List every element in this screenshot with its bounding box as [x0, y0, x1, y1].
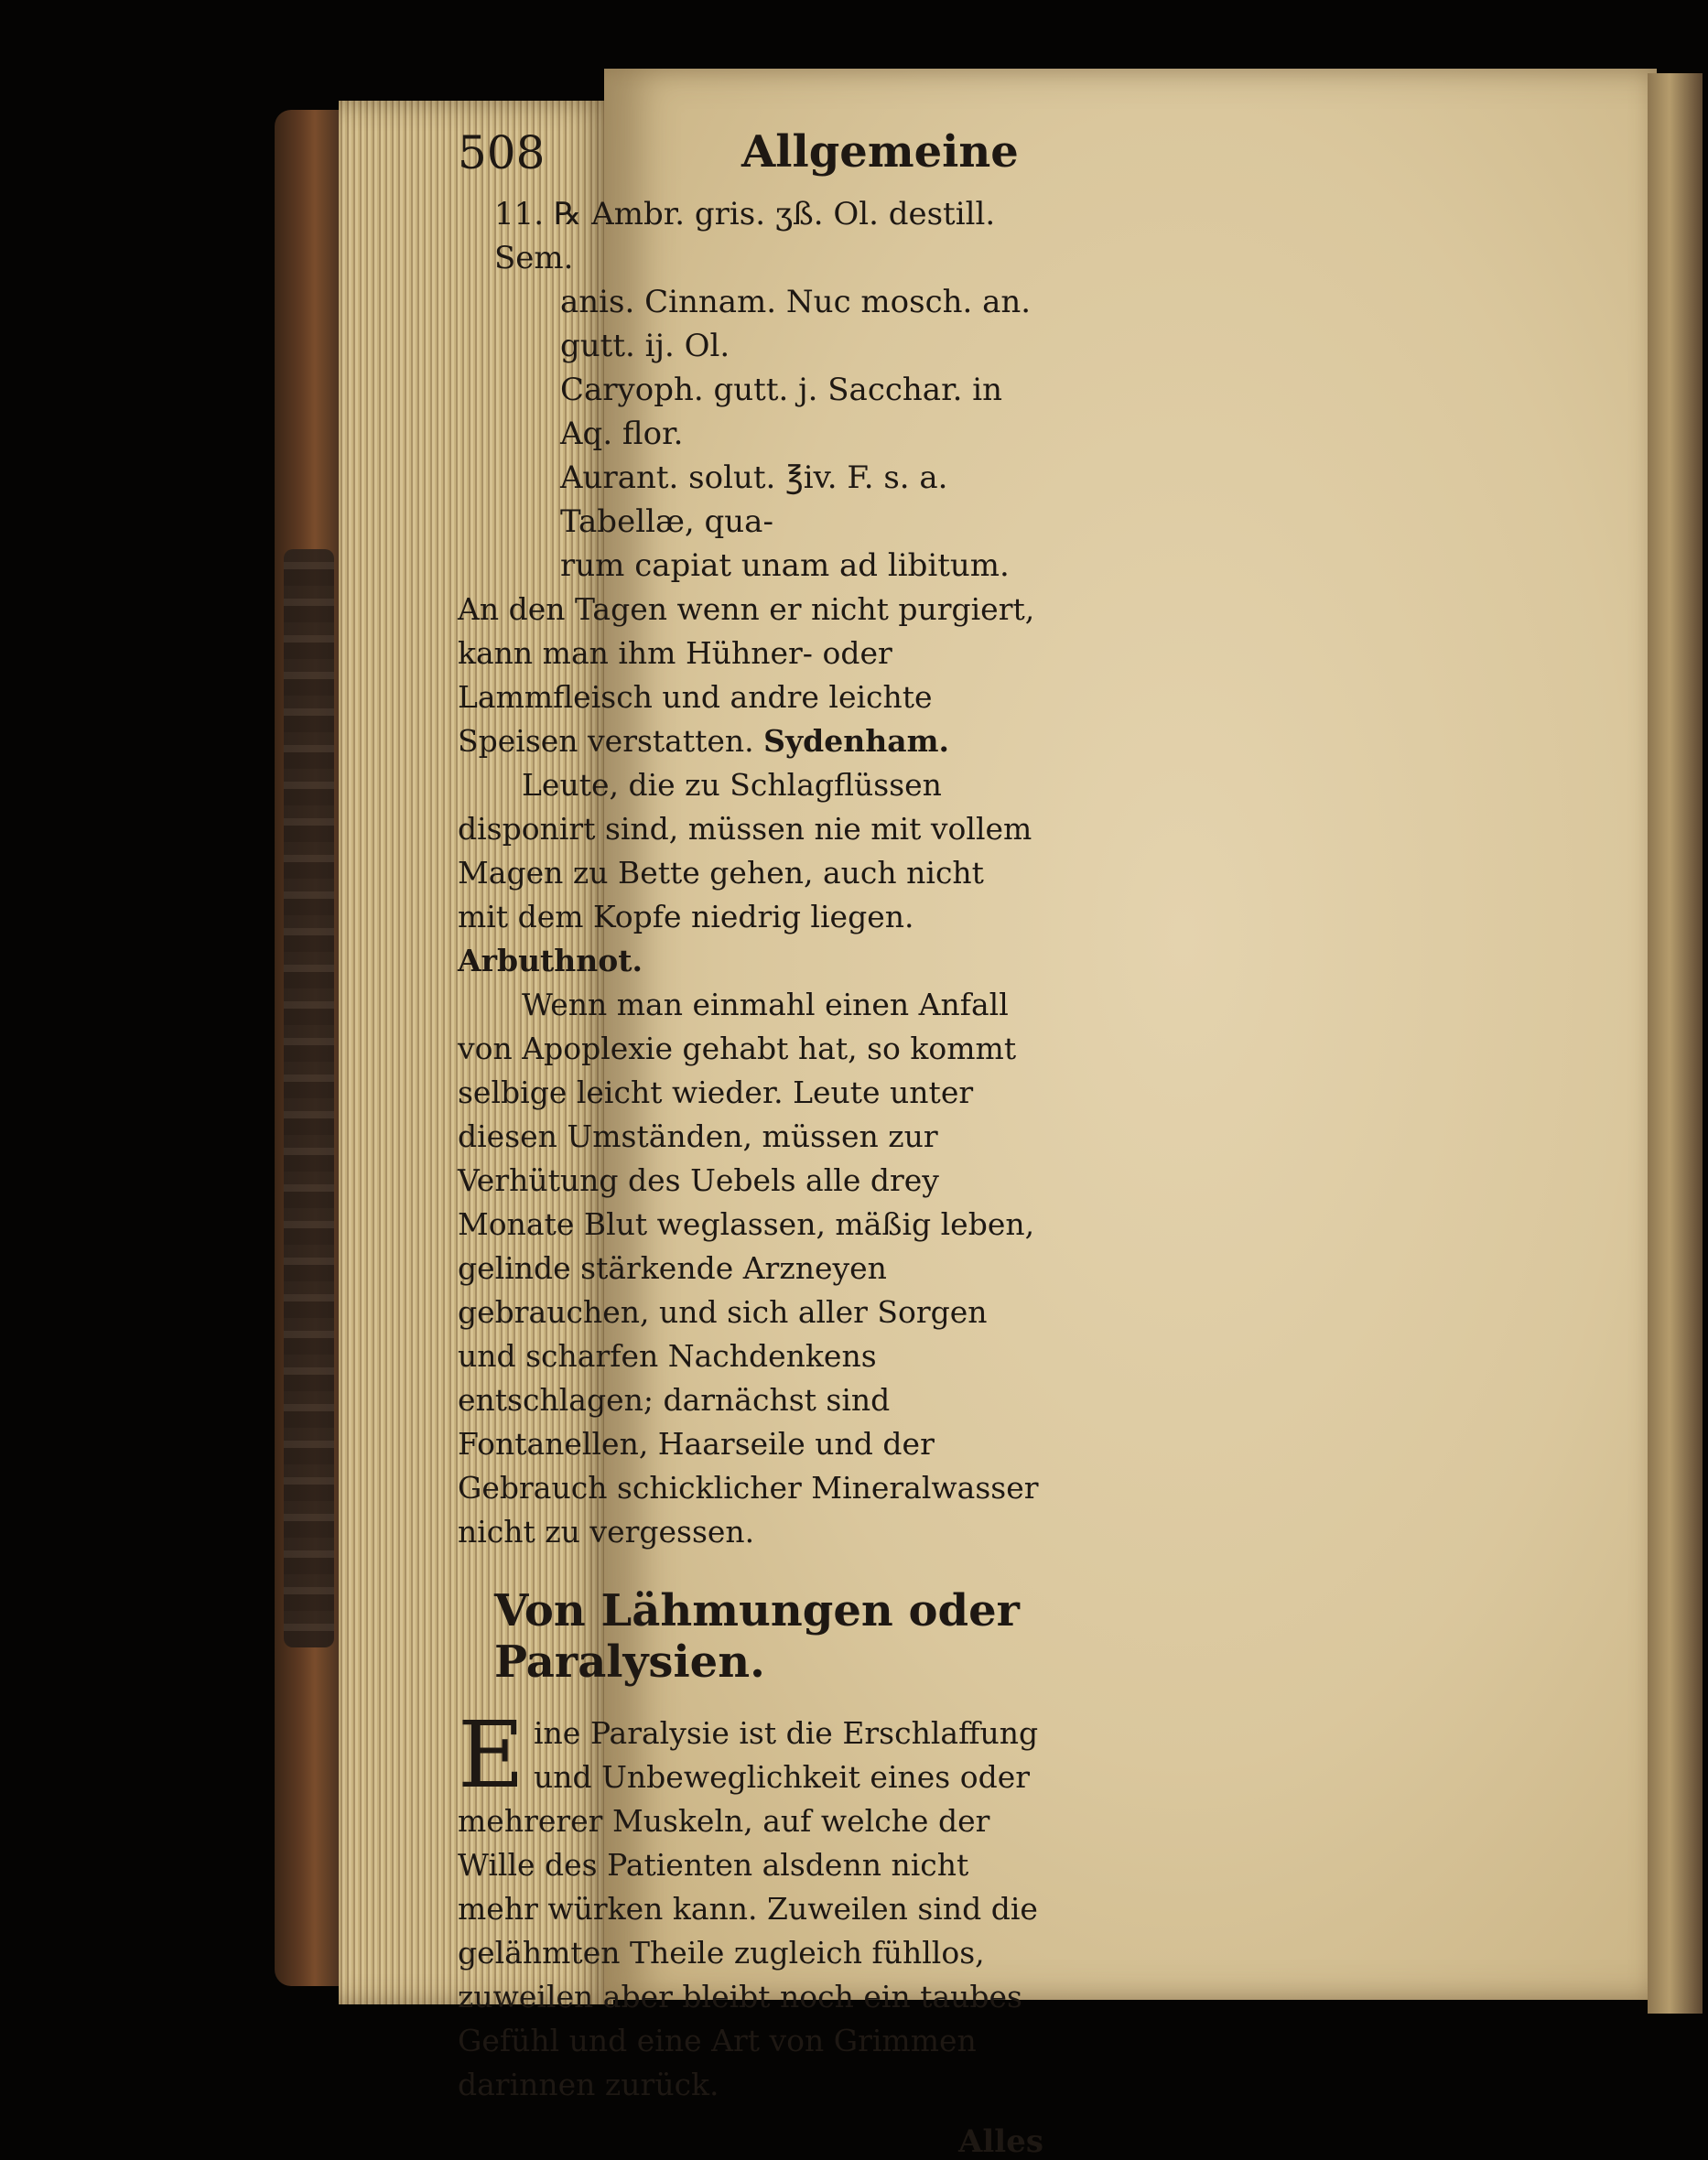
author-arbuthnot: Arbuthnot. — [458, 943, 643, 978]
section-paragraph — [458, 1701, 1043, 2107]
worn-cover-texture — [284, 549, 334, 1647]
page-header — [458, 119, 1043, 192]
recipe-number: 11. — [494, 196, 545, 232]
author-sydenham: Sydenham. — [763, 723, 949, 759]
running-head: Allgemeine — [741, 126, 1019, 178]
paragraph-1-text: An den Tagen wenn er nicht purgiert, kann man ihm Hühner- oder Lammfleisch und andre leichte Speisen verstatten. — [458, 591, 1035, 759]
paragraph-2-text: Leute, die zu Schlagflüssen disponirt sind, müssen nie mit vollem Magen zu Bette gehen, auch nicht mit dem Kopfe niedrig liegen. — [458, 767, 1032, 934]
paragraph-3: Wenn man einmahl einen Anfall von Apoplexie gehabt hat, so kommt selbige leicht wieder. Leute unter diesen Umständen, müssen zur Verhütung des Uebels alle drey Monate Blut weglassen, mäßig leben, gelinde stärkende Arzneyen gebrauchen, und sich aller Sorgen und scharfen Nachdenkens entschlagen; darnächst sind Fontanellen, Haarseile und der Gebrauch schicklicher Mineralwasser nicht zu vergessen. — [458, 987, 1039, 1550]
dropcap-letter: E — [458, 1701, 524, 1809]
recipe-line-3: Caryoph. gutt. j. Sacchar. in Aq. flor. — [560, 372, 1002, 452]
catchword: Alles — [958, 2123, 1043, 2160]
recipe-block — [494, 192, 1043, 588]
recipe-line-5: rum capiat unam ad libitum. — [560, 547, 1010, 584]
page-number: 508 — [458, 126, 546, 179]
paragraph-1 — [458, 588, 1043, 763]
paragraph-2 — [458, 763, 1043, 983]
section-paragraph-text: ine Paralysie ist die Erschlaffung und Unbeweglichkeit eines oder mehrerer Muskeln, auf welche der Wille des Patienten alsdenn nicht mehr würken kann. Zuweilen sind die gelähmten Theile zugleich fühllos, zuweilen aber bleibt noch ein taubes Gefühl und eine Art von Grimmen darinnen zurück. — [458, 1715, 1039, 2102]
book-cover-spine — [275, 110, 348, 1986]
recipe-line-1 — [494, 192, 1043, 280]
recipe-line-4: Aurant. solut. ℥iv. F. s. a. Tabellæ, qua- — [560, 459, 948, 540]
page-text — [458, 119, 1043, 2160]
section-title: Von Lähmungen oder Paralysien. — [494, 1585, 1020, 1688]
facing-page-edge — [1648, 73, 1703, 2014]
recipe-text-1: ℞ Ambr. gris. ʒß. Ol. destill. Sem. — [494, 196, 996, 276]
recipe-line-2: anis. Cinnam. Nuc mosch. an. gutt. ij. Ol. — [560, 284, 1032, 364]
